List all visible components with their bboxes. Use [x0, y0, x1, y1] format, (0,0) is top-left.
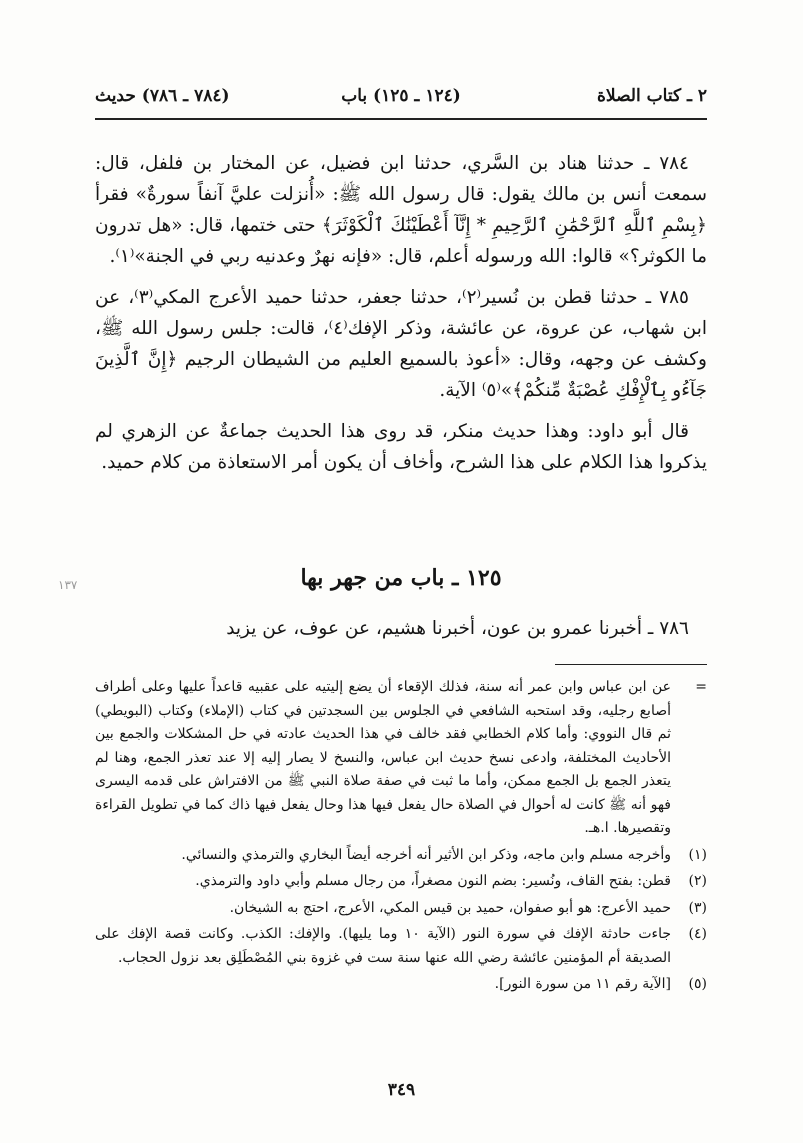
footnote-text: عن ابن عباس وابن عمر أنه سنة، فذلك الإقعاء أن يضع إليتيه على عقبيه قاعداً عليها وعلى أطراف أصابع رجليه، وقد استحبه الشافعي في الجلوس بين السجدتين في كتاب (الإملاء) وكتاب (البويطي) ثم قال النووي: وأما كلام الخطابي فقد خالف في هذا الحديث عادته في حل المشكلات والجمع بين الأحاديث المختلفة، وادعى نسخ حديث ابن عباس، والنسخ لا يصار إليه إلا عند تعذر الجمع، وهنا لم يتعذر الجمع بل الجمع ممكن، وأما ما ثبت في صفة صلاة النبي ﷺ من الافتراش على قدمه اليسرى فهو أنه ﷺ كانت له أحوال في الصلاة حال يفعل فيها هذا وحال يفعل فيها ذاك كما في تطويل القراءة وتقصيرها. ا.هـ.	[95, 679, 671, 836]
header-hadith-range: (٧٨٤ ـ ٧٨٦) حديث	[95, 86, 230, 106]
hadith-786: ٧٨٦ ـ أخبرنا عمرو بن عون، أخبرنا هشيم، عن عوف، عن يزيد	[226, 618, 689, 639]
hadith-784: ٧٨٤ ـ حدثنا هناد بن السَّري، حدثنا ابن فضيل، عن المختار بن فلفل، قال: سمعت أنس بن مالك يقول: قال رسول الله ﷺ: «أُنزلت عليَّ آنفاً سورةٌ» فقرأ ﴿بِسْمِ ٱللَّهِ ٱلرَّحْمَٰنِ ٱلرَّحِيمِ * إِنَّآ أَعْطَيْنَٰكَ ٱلْكَوْثَرَ﴾ حتى ختمها، قال: «هل تدرون ما الكوثر؟» قالوا: الله ورسوله أعلم، قال: «فإنه نهرٌ وعدنيه ربي في الجنة»⁽١⁾.	[95, 153, 707, 267]
footnote-divider	[555, 664, 707, 665]
footnote-4	[95, 923, 707, 970]
footnote-3	[95, 897, 707, 921]
page-number: ٣٤٩	[387, 1080, 416, 1100]
header-chapter-range: (١٢٤ ـ ١٢٥) باب	[341, 86, 461, 106]
footnote-marker: (٥)	[688, 976, 707, 992]
footnote-text: جاءت حادثة الإفك في سورة النور (الآية ١٠ وما يليها). والإفك: الكذب. وكانت قصة الإفك على الصديقة أم المؤمنين عائشة رضي الله عنها سنة ست في غزوة بني المُصْطَلِق بعد نزول الحجاب.	[95, 926, 671, 966]
footnote-marker: (٣)	[688, 899, 707, 916]
footnote-2	[95, 870, 707, 894]
hadith-785: ٧٨٥ ـ حدثنا قطن بن نُسير⁽٢⁾، حدثنا جعفر، حدثنا حميد الأعرج المكي⁽٣⁾، عن ابن شهاب، عن عروة، عن عائشة، وذكر الإفك⁽٤⁾، قالت: جلس رسول الله ﷺ، وكشف عن وجهه، وقال: «أعوذ بالسميع العليم من الشيطان الرجيم ﴿إِنَّ ٱلَّذِينَ جَآءُو بِٱلْإِفْكِ عُصْبَةٌ مِّنكُمْ﴾»⁽٥⁾ الآية.	[95, 287, 707, 401]
footnote-5	[95, 973, 707, 997]
footnote-continuation	[95, 676, 707, 841]
footnote-marker: (١)	[688, 846, 707, 863]
footnote-text: قطن: بفتح القاف، ونُسير: بضم النون مصغراً، من رجال مسلم وأبي داود والترمذي.	[195, 873, 671, 889]
footnote-marker: =	[695, 679, 707, 695]
footnote-text: [الآية رقم ١١ من سورة النور].	[494, 976, 671, 992]
margin-note: ١٣٧	[58, 578, 78, 592]
footnote-text: حميد الأعرج: هو أبو صفوان، حميد بن قيس المكي، الأعرج، احتج به الشيخان.	[229, 899, 671, 916]
footnote-marker: (٢)	[688, 873, 707, 889]
main-text	[95, 148, 707, 488]
footnote-marker: (٤)	[688, 926, 707, 942]
header-book-title: ٢ ـ كتاب الصلاة	[597, 86, 707, 106]
footnote-text: وأخرجه مسلم وابن ماجه، وذكر ابن الأثير أنه أخرجه أيضاً البخاري والترمذي والنسائي.	[181, 846, 671, 863]
running-header	[95, 84, 707, 114]
footnote-1	[95, 844, 707, 868]
header-divider	[95, 118, 707, 120]
footnotes	[95, 676, 707, 1000]
chapter-heading: ١٢٥ ـ باب من جهر بها	[300, 565, 502, 591]
abu-dawud-comment: قال أبو داود: وهذا حديث منكر، قد روى هذا الحديث جماعةٌ عن الزهري لم يذكروا هذا الكلام على هذا الشرح، وأخاف أن يكون أمر الاستعاذة من كلام حميد.	[95, 421, 707, 473]
